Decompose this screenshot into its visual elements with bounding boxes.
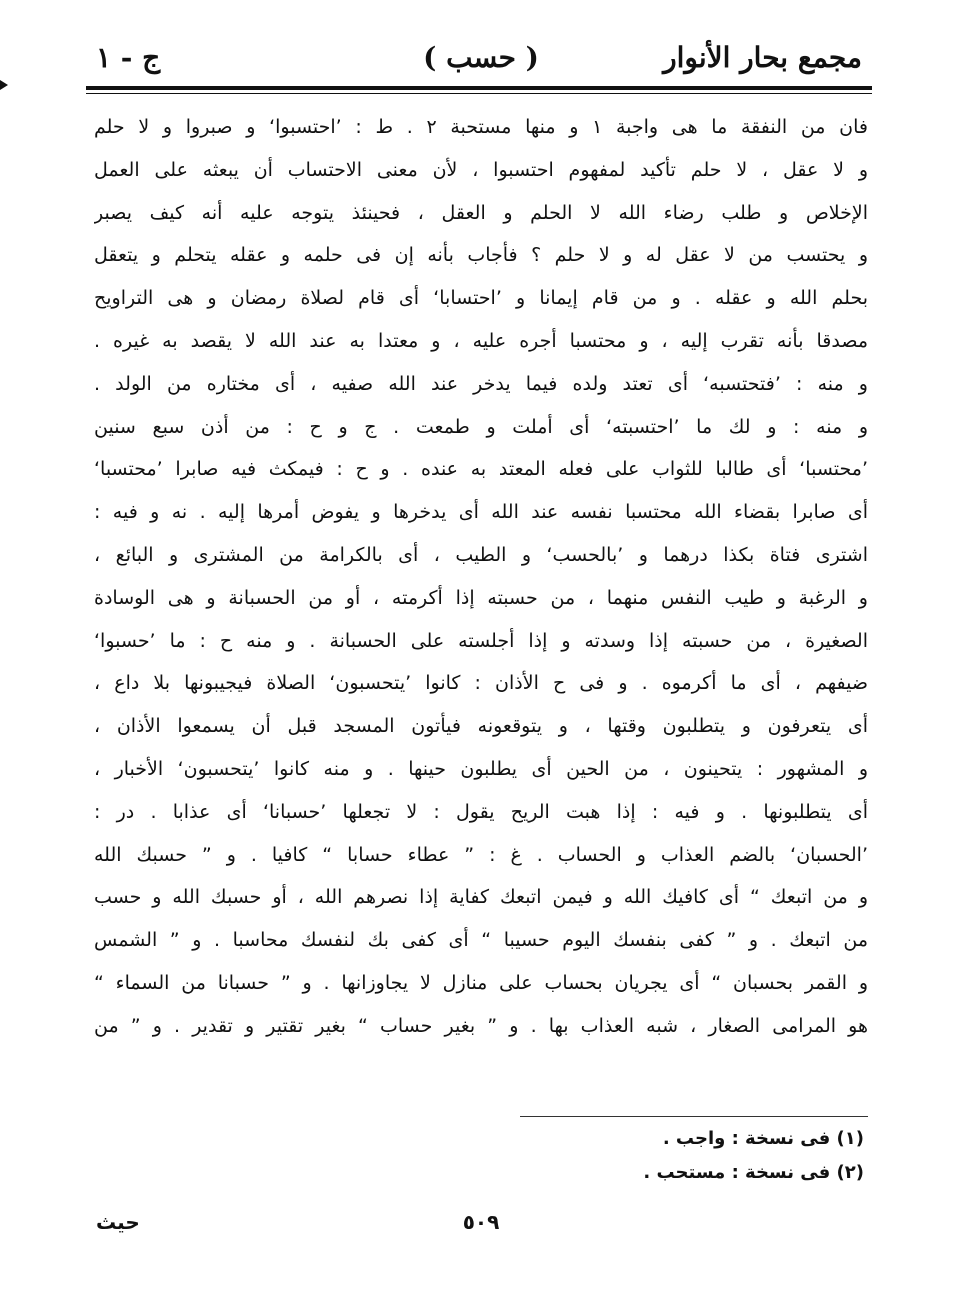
page-number: ٥٠٩	[462, 1210, 500, 1234]
book-title: مجمع بحار الأنوار	[663, 41, 862, 74]
text-line: هو المرامى الصغار ، شبه العذاب بها . و ” بغير حساب “ بغير تقتير و تقدير . و ” من	[94, 1014, 868, 1037]
text-line: و لا عقل ، لا حلم تأكيد لمفهوم احتسبوا ، لأن معنى الاحتساب أن يبعثه على العمل	[94, 158, 868, 181]
margin-mark	[0, 80, 8, 90]
text-line: و القمر بحسبان “ أى يجريان بحساب على منازل لا يجاوزانها . و ” حسبانا من السماء “	[94, 971, 868, 994]
text-line: اشترى فتاة بكذا درهما و ’بالحسب‘ و الطيب ، أى بالكرامة من المشترى و البائع ،	[94, 543, 868, 566]
text-line: و من اتبعك “ أى كافيك الله و فيمن اتبعك كفاية إذا نصرهم الله ، أو حسبك الله و حسب	[94, 886, 868, 909]
text-line: الإخلاص و طلب رضاء الله لا الحلم و العقل ، فحينئذ يتوجه عليه أنه كيف يصبر	[94, 201, 868, 224]
text-line: و المشهور : يتحينون ، من الحين أى يطلبون حينها . و منه كانوا ’يتحسبون‘ الأخبار ،	[94, 757, 868, 780]
volume-label: ج - ١	[96, 41, 161, 74]
footnote-rule	[520, 1116, 868, 1117]
entry-word: ( حسب )	[423, 41, 539, 74]
main-text	[94, 106, 868, 1048]
page-footer	[92, 1202, 870, 1242]
text-line: بحلم الله و عقله . و من قام إيمانا و ’احتسابا‘ أى قام لصلاة رمضان و هى التراويح	[94, 287, 868, 310]
text-line: أى يتعرفون و يتطلبون وقتها ، و يتوقعونه فيأتون المسجد قبل أن يسمعوا الأذان ،	[94, 715, 868, 738]
text-line: ضيفهم ، أى ما أكرموه . و فى ح الأذان : كانوا ’يتحسبون‘ الصلاة فيجيبونها بلا داع ،	[94, 672, 868, 695]
text-line: و منه : ’فتحتسبه‘ أى تعتد ولده فيما يدخر عند الله صفيه ، أى مختاره من الولد .	[94, 372, 868, 395]
text-line: أى يتطلبونها . و فيه : إذا هبت الريح يقول : لا تجعلها ’حسبانا‘ أى عذابا . در :	[94, 800, 868, 823]
footnote-1: (١) فى نسخة : واجب .	[662, 1128, 864, 1149]
text-line: الصغيرة ، من حسبته إذا وسدته و إذا أجلسته على الحسبانة . و منه ح : ما ’حسبوا‘	[94, 629, 868, 652]
text-line: فان من النفقة ما هى واجبة ١ و منها مستحبة ٢ . ط : ’احتسبوا‘ و صبروا و لا حلم	[94, 116, 868, 138]
text-line: مصدقا بأنه تقرب إليه ، و محتسبا أجره عليه ، و معتدا به عند الله لا يقصد به غيره .	[94, 329, 868, 352]
footnote-2: (٢) فى نسخة : مستحب .	[643, 1162, 864, 1183]
footnotes	[524, 1122, 864, 1190]
text-line: ’الحسبان‘ بالضم العذاب و الحساب . غ : ” عطاء حسابا “ كافيا . و ” حسبك الله	[94, 843, 868, 866]
text-line: و الرغبة و طيب النفس منهما ، من حسبته إذا أكرمته ، أو من الحسبانة و هى الوسادة	[94, 586, 868, 609]
running-header	[92, 34, 870, 86]
text-line: و يحتسب من لا عقل له و لا حلم ؟ فأجاب بأنه إن فى حلمه و عقله يتحلم و يتعقل	[94, 244, 868, 267]
text-line: و منه : و لك ما ’احتسبته‘ أى أملت و طمعت . ج و ح : من أذن سبع سنين	[94, 415, 868, 438]
catchword: حيث	[96, 1210, 140, 1234]
text-line: ’محتسبا‘ أى طالبا للثواب على فعله المعتد به عنده . و ح : فيمكث فيه صابرا ’محتسبا‘	[94, 458, 868, 481]
text-line: أى صابرا بقضاء الله محتسبا نفسه عند الله أى يدخرها و يفوض أمرها إليه . نه و فيه :	[94, 501, 868, 524]
header-rule-thin	[86, 93, 872, 94]
text-line: من اتبعك . و ” كفى بنفسك اليوم حسيبا “ أى كفى بك لنفسك محاسبا . و ” الشمس	[94, 929, 868, 952]
header-rule-thick	[86, 86, 872, 90]
